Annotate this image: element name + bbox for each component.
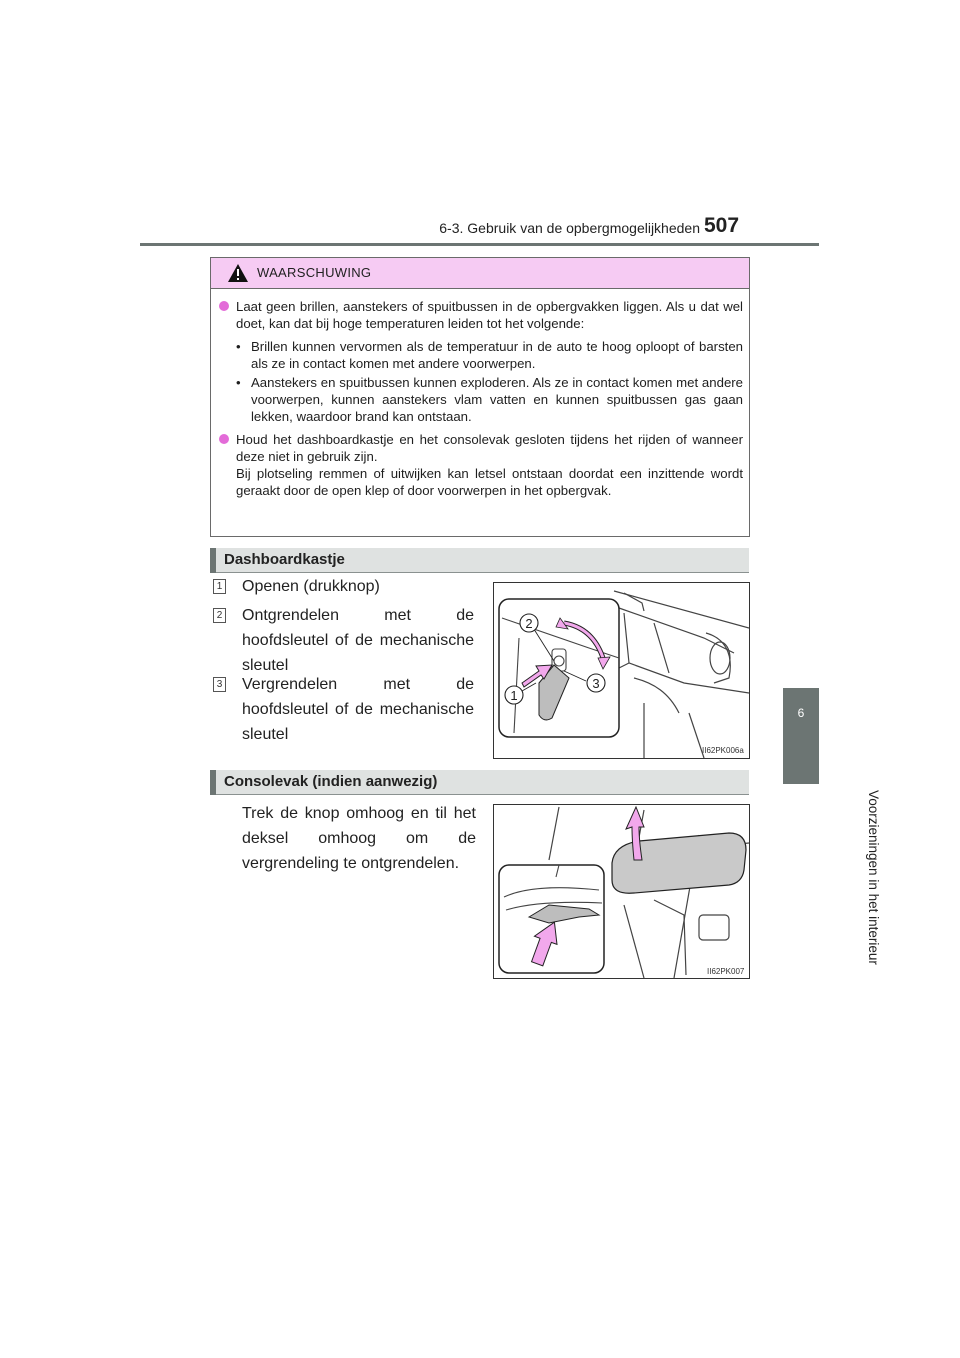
warning-bullet — [219, 298, 743, 332]
section-title: Consolevak (indien aanwezig) — [224, 773, 438, 790]
callout-1: 1 — [510, 688, 518, 703]
chapter-label — [780, 790, 881, 965]
section-heading-dashboard — [210, 548, 749, 573]
warning-subitem-text: Brillen kunnen vervormen als de temperatuur in de auto te hoog oploopt of barsten als ze in contact komen met andere voorwerpen. — [251, 339, 743, 371]
item-text: Ontgrendelen met de hoofdsleutel of de mechanische sleutel — [242, 607, 474, 674]
warning-bullet — [219, 431, 743, 465]
figure-code: II62PK006a — [702, 746, 744, 755]
section-title: Dashboardkastje — [224, 551, 345, 568]
console-instruction: Trek de knop omhoog en til het deksel omhoog om de vergrendeling te ontgrendelen. — [242, 805, 476, 872]
warning-box — [210, 257, 750, 537]
warning-bullet-cont-text: Bij plotseling remmen of uitwijken kan letsel ontstaan doordat een inzittende wordt geraakt door de open klep of door voorwerpen in het opbergvak. — [236, 466, 743, 498]
warning-triangle-icon — [227, 263, 249, 283]
chapter-number: 6 — [797, 706, 805, 720]
warning-subitem — [219, 338, 743, 372]
warning-bullet-continuation — [219, 465, 743, 499]
warning-body — [219, 298, 743, 505]
bullet-icon — [219, 434, 229, 444]
page-number: 507 — [704, 214, 740, 237]
glovebox-illustration — [493, 582, 750, 759]
warning-bullet-text: Laat geen brillen, aanstekers of spuitbussen in de opbergvakken liggen. Als u dat wel doet, kan dat bij hoge temperaturen leiden tot het volgende: — [236, 299, 743, 331]
header-rule — [140, 243, 819, 246]
item-number: 2 — [213, 608, 226, 623]
callout-2: 2 — [525, 616, 533, 631]
section-heading-console — [210, 770, 749, 795]
dot-icon: • — [236, 375, 241, 390]
warning-subitem — [219, 374, 743, 425]
running-header: 6-3. Gebruik van de opbergmogelijkheden — [439, 220, 700, 236]
figure-code: II62PK007 — [707, 967, 745, 976]
glovebox-drawing — [494, 583, 749, 758]
item-number: 3 — [213, 677, 226, 692]
warning-subitem-text: Aanstekers en spuitbussen kunnen exploderen. Als ze in contact komen met andere voorwerpen, kunnen aanstekers vlam vatten en kunnen spuitbussen gas gaan lekken, waardoor brand kan ontstaan. — [251, 375, 743, 424]
chapter-label-text: Voorzieningen in het interieur — [866, 790, 881, 965]
chapter-tab — [783, 688, 819, 784]
console-illustration — [493, 804, 750, 979]
callout-3: 3 — [592, 676, 600, 691]
warning-header — [211, 258, 749, 289]
dot-icon: • — [236, 339, 241, 354]
warning-bullet-text: Houd het dashboardkastje en het consolevak gesloten tijdens het rijden of wanneer deze niet in gebruik zijn. — [236, 432, 743, 464]
console-drawing — [494, 805, 749, 978]
item-text: Vergrendelen met de hoofdsleutel of de mechanische sleutel — [242, 676, 474, 743]
bullet-icon — [219, 301, 229, 311]
section-edge — [210, 770, 216, 795]
section-edge — [210, 548, 216, 573]
warning-title: WAARSCHUWING — [257, 265, 372, 280]
item-number: 1 — [213, 579, 226, 594]
item-text: Openen (drukknop) — [242, 578, 380, 595]
